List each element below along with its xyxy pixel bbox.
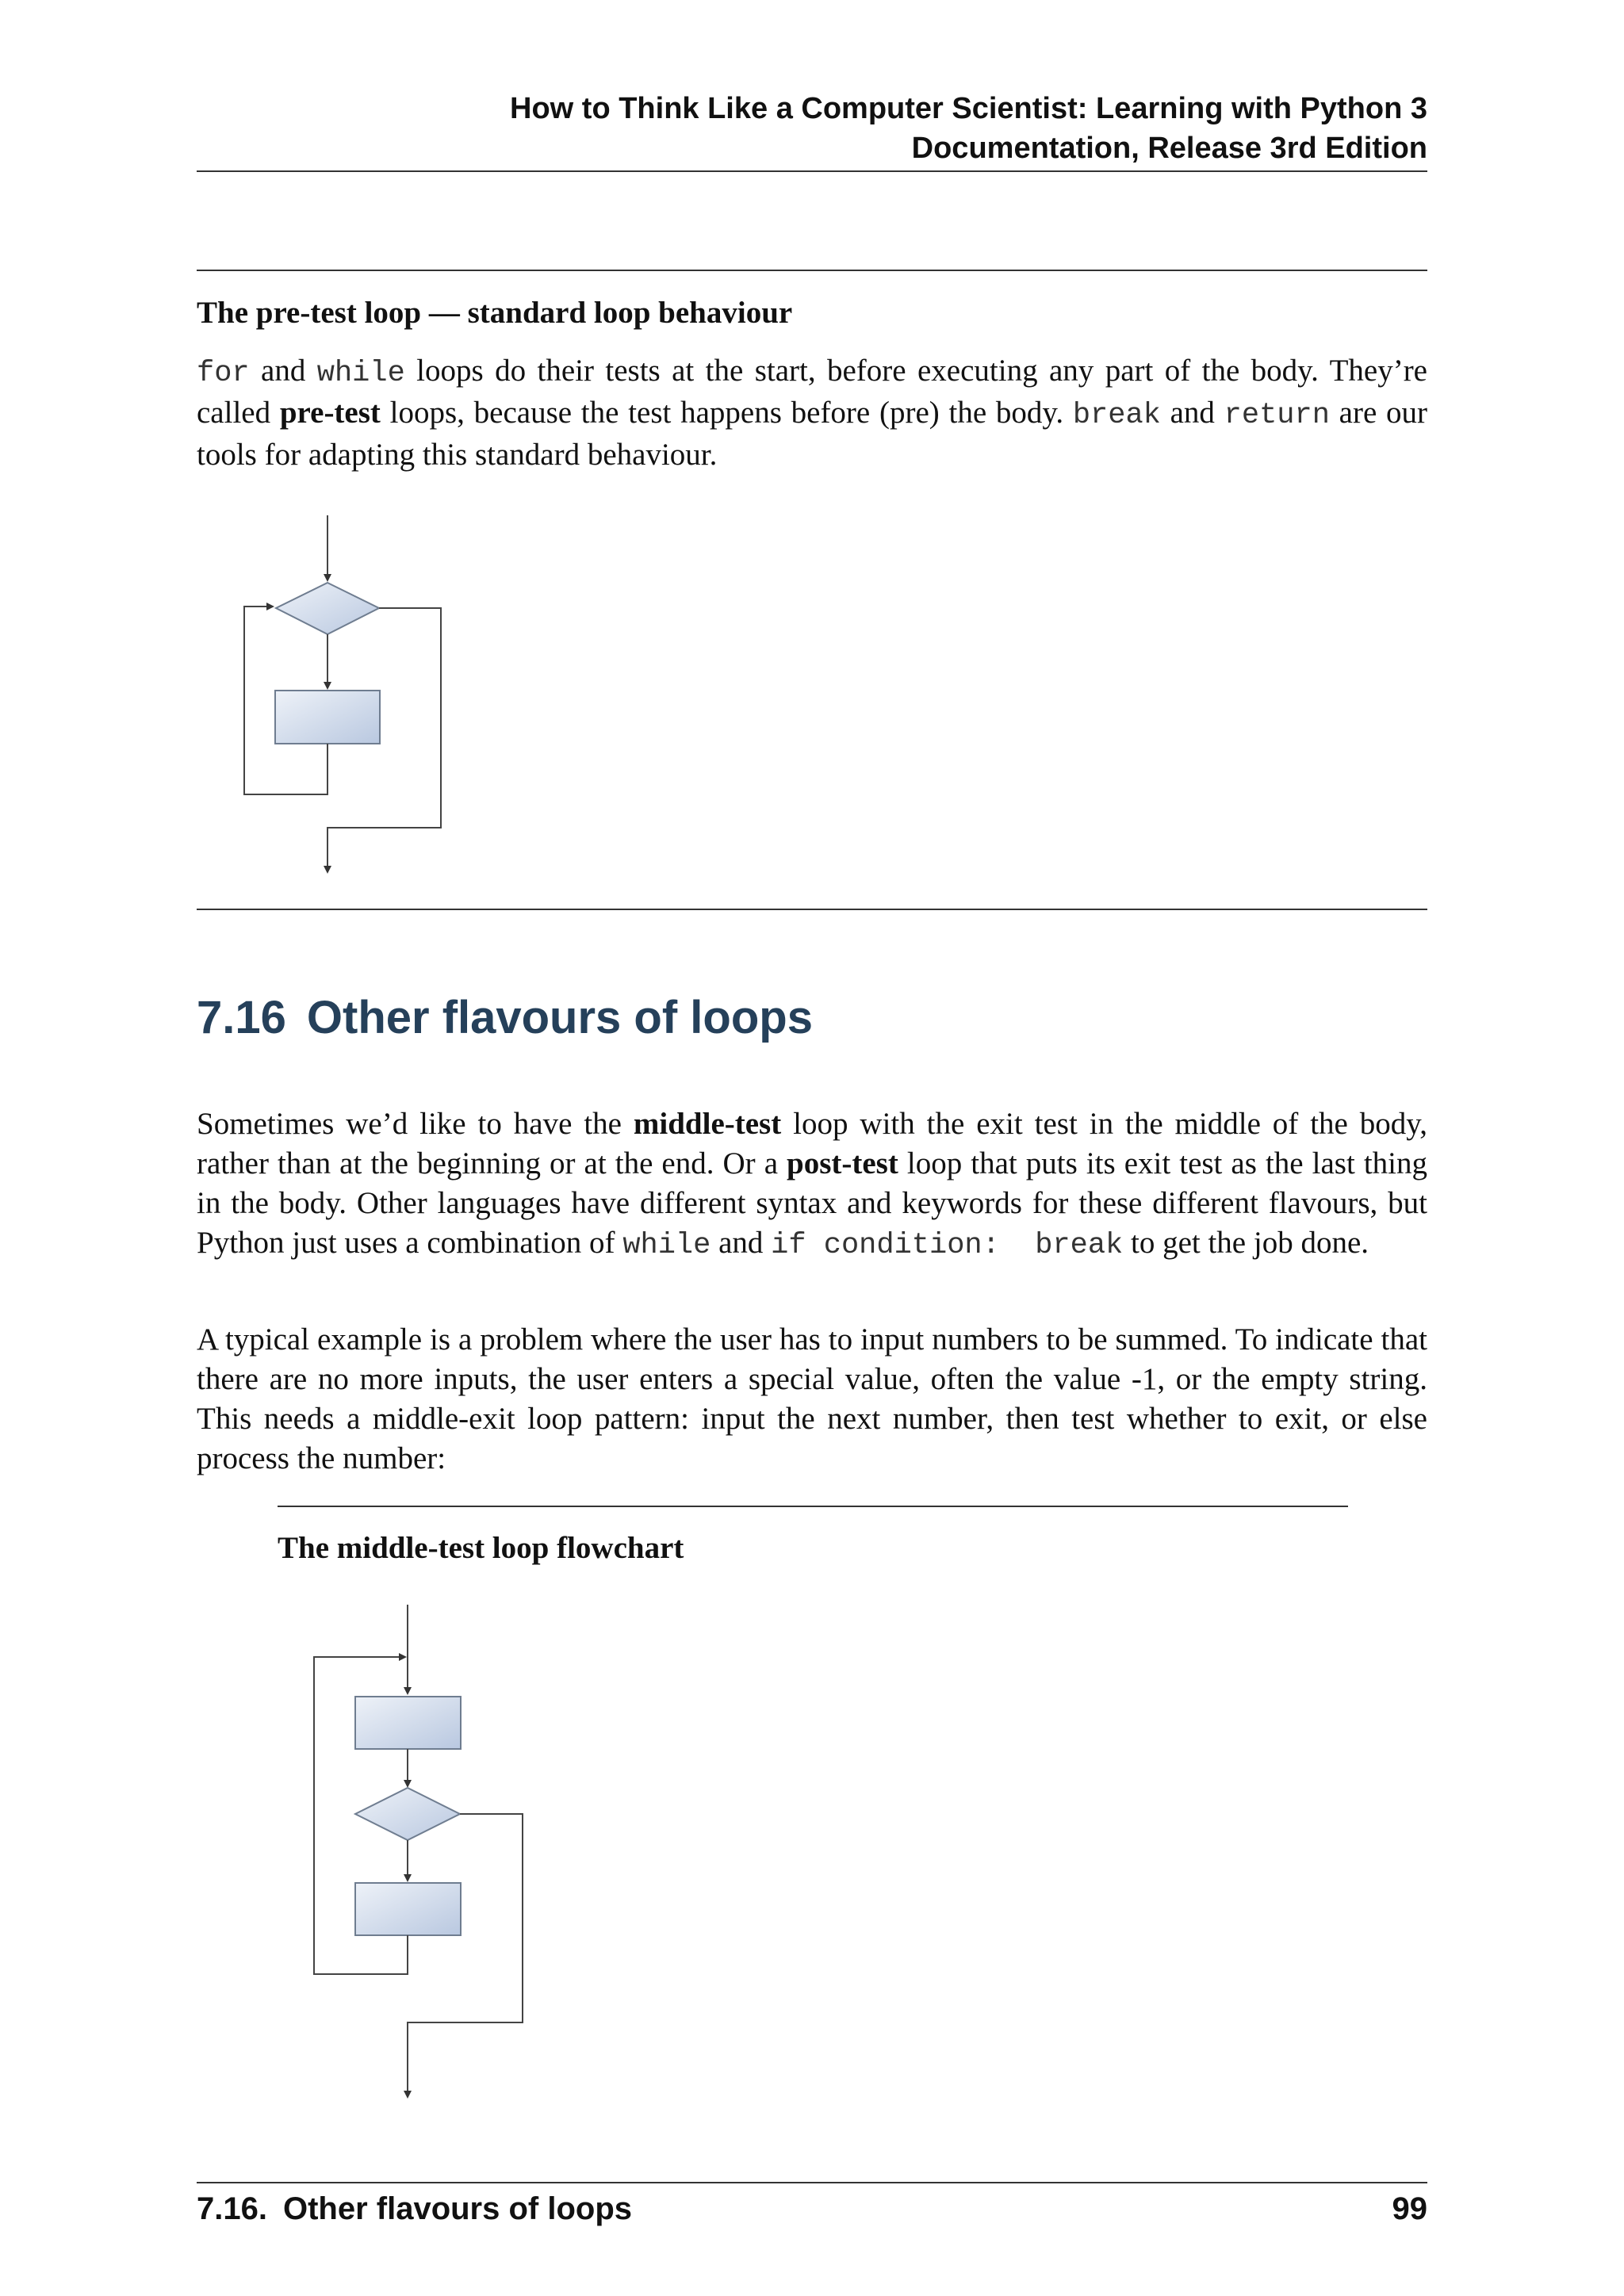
middle-test-loop-flowchart (301, 1594, 539, 2109)
input-box (355, 1697, 461, 1749)
topic-bottom-rule (197, 909, 1427, 910)
figure-top-rule (278, 1506, 1348, 1507)
term-post-test: post-test (787, 1146, 898, 1181)
term-pre-test: pre-test (279, 396, 381, 430)
pre-test-loop-flowchart (230, 507, 460, 880)
term-middle-test: middle-test (633, 1107, 782, 1141)
topic-title: The pre-test loop — standard loop behaviour (197, 296, 793, 330)
running-header-line-1: How to Think Like a Computer Scientist: Learning with Python 3 (510, 92, 1427, 125)
code-if-condition-break: if condition: break (771, 1229, 1124, 1262)
paragraph-loop-flavours: Sometimes we’d like to have the middle-test loop with the exit test in the middle of the body, rather than at the beginning or at the end. Or a post-test loop that puts its exit test as the last thing in the body. Other languages have different syntax and keywords for these different flavours, but Python just uses a combination of while and if condition: break to get the job done. (197, 1107, 1427, 1262)
code-for: for (197, 357, 250, 390)
section-title: Other flavours of loops (306, 992, 813, 1043)
page-number: 99 (1392, 2191, 1427, 2226)
topic-top-rule (197, 270, 1427, 271)
section-number: 7.16 (197, 992, 286, 1043)
footer-section-number: 7.16. (197, 2191, 267, 2226)
header-rule (197, 170, 1427, 172)
running-header-line-2: Documentation, Release 3rd Edition (911, 132, 1427, 165)
process-box (355, 1883, 461, 1935)
decision-diamond (355, 1788, 460, 1840)
code-return: return (1224, 399, 1330, 432)
decision-diamond (276, 583, 379, 634)
body-box (275, 691, 380, 744)
footer-section-title: Other flavours of loops (282, 2191, 633, 2226)
topic-paragraph: for and while loops do their tests at the start, before executing any part of the body. They’re called pre-test loops, because the test happens before (pre) the body. break and return are our tools for adapting this standard behaviour. (197, 354, 1427, 472)
section-heading (197, 991, 813, 1044)
footer-rule (197, 2182, 1427, 2183)
paragraph-example: A typical example is a problem where the user has to input numbers to be summed. To indicate that there are no more inputs, the user enters a special value, often the value -1, or the empty string. This needs a middle-exit loop pattern: input the next number, then test whether to exit, or else process the number: (197, 1322, 1427, 1475)
code-while: while (622, 1229, 711, 1262)
code-break: break (1072, 399, 1161, 432)
exit-line (408, 1814, 523, 2097)
figure-title: The middle-test loop flowchart (278, 1531, 684, 1565)
footer-section (197, 2191, 632, 2227)
code-while: while (316, 357, 405, 390)
running-header (159, 89, 1427, 168)
